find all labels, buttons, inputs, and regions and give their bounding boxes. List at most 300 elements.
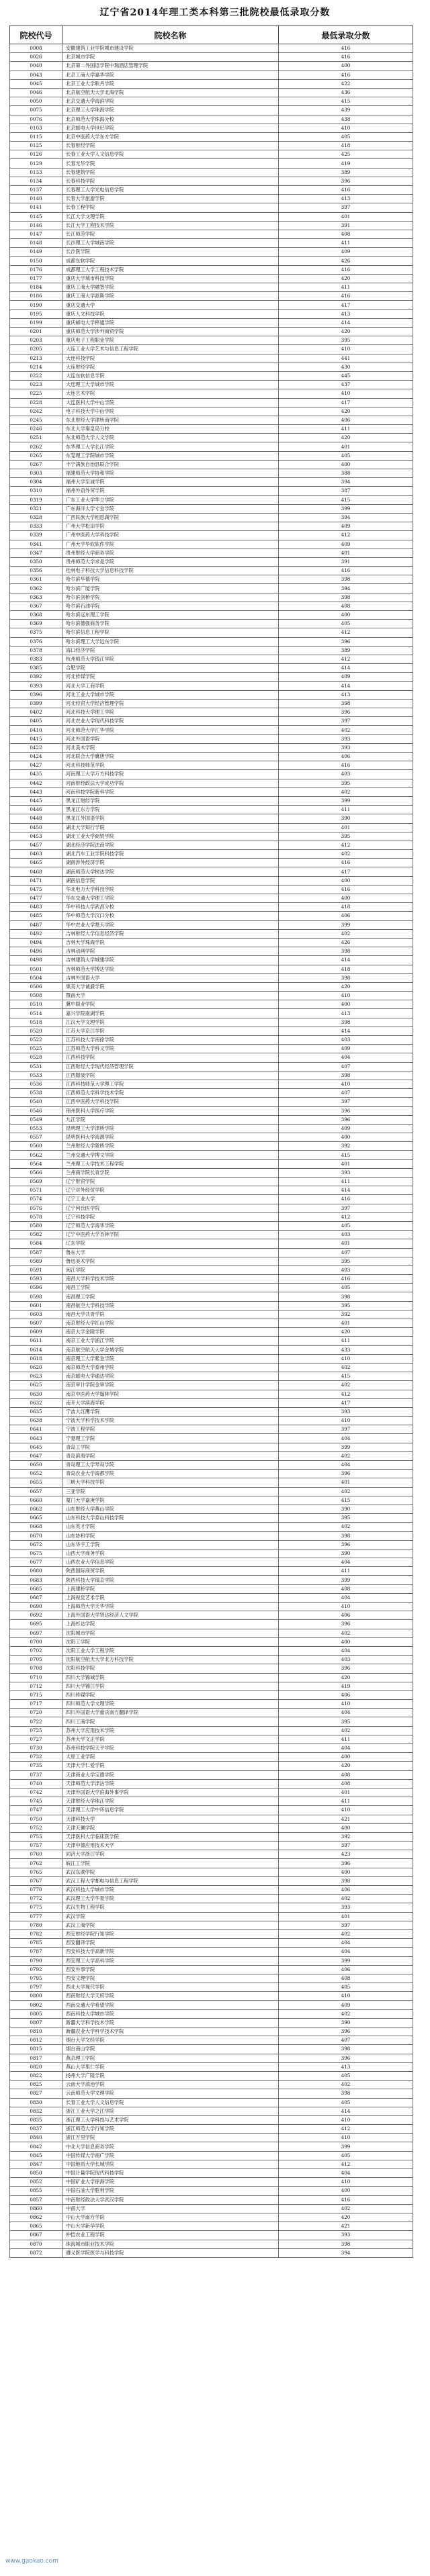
- cell-name: 江西师范大学科学技术学院: [62, 1089, 279, 1098]
- cell-code: 0737: [10, 1770, 62, 1779]
- table-row: [10, 2134, 413, 2142]
- cell-score: 420: [279, 2213, 413, 2222]
- table-row: [10, 318, 413, 327]
- table-row: [10, 1372, 413, 1381]
- cell-name: 宁夏理工学院: [62, 1434, 279, 1443]
- cell-score: 396: [279, 637, 413, 646]
- table-row: [10, 717, 413, 726]
- table-row: [10, 416, 413, 424]
- cell-score: 398: [279, 699, 413, 708]
- cell-code: 0350: [10, 557, 62, 566]
- cell-score: 409: [279, 522, 413, 531]
- cell-name: 燕山大学里仁学院: [62, 2062, 279, 2071]
- table-row: [10, 2098, 413, 2107]
- cell-name: 武汉科技大学城市学院: [62, 1886, 279, 1895]
- table-row: [10, 1319, 413, 1328]
- cell-name: 哈尔滨德强商务学院: [62, 620, 279, 628]
- cell-code: 0692: [10, 1611, 62, 1620]
- cell-name: 河北美术学院: [62, 743, 279, 752]
- cell-code: 0782: [10, 1929, 62, 1938]
- cell-name: 丰宁满族自治县联合学院: [62, 460, 279, 469]
- cell-score: 395: [279, 1257, 413, 1266]
- cell-code: 0787: [10, 1948, 62, 1956]
- table-row: [10, 1779, 413, 1788]
- cell-score: 393: [279, 734, 413, 743]
- table-row: [10, 947, 413, 956]
- cell-name: 浙江工业大学之江学院: [62, 2107, 279, 2115]
- cell-name: 重庆工商大学融智学院: [62, 283, 279, 292]
- cell-score: 392: [279, 1832, 413, 1841]
- cell-name: 苏州科技学院天平学院: [62, 1744, 279, 1753]
- cell-code: 0405: [10, 717, 62, 726]
- table-row: [10, 1434, 413, 1443]
- table-row: [10, 274, 413, 283]
- cell-name: 重庆邮电大学移通学院: [62, 318, 279, 327]
- cell-score: 391: [279, 221, 413, 230]
- table-row: [10, 97, 413, 106]
- table-row: [10, 1231, 413, 1239]
- cell-code: 0740: [10, 1779, 62, 1788]
- cell-code: 0611: [10, 1337, 62, 1345]
- cell-name: 太原工业学院: [62, 1753, 279, 1762]
- table-row: [10, 557, 413, 566]
- cell-score: 389: [279, 646, 413, 655]
- cell-name: 浙江万里学院: [62, 2134, 279, 2142]
- cell-code: 0643: [10, 1434, 62, 1443]
- table-row: [10, 1381, 413, 1390]
- table-row: [10, 1664, 413, 1673]
- cell-score: 411: [279, 806, 413, 814]
- cell-name: 河北师范大学汇华学院: [62, 726, 279, 734]
- cell-name: 西安外事学院: [62, 1965, 279, 1974]
- cell-code: 0245: [10, 416, 62, 424]
- cell-code: 0046: [10, 88, 62, 97]
- table-row: [10, 1939, 413, 1948]
- cell-code: 0205: [10, 345, 62, 354]
- cell-code: 0115: [10, 132, 62, 141]
- cell-score: 410: [279, 1080, 413, 1088]
- table-row: [10, 1903, 413, 1912]
- cell-name: 嘉兴学院南湖学院: [62, 1009, 279, 1018]
- table-row: [10, 2054, 413, 2062]
- cell-name: 南京中医药大学翰林学院: [62, 1390, 279, 1398]
- table-row: [10, 442, 413, 451]
- cell-code: 0800: [10, 1992, 62, 2001]
- cell-name: 四川大学锦城学院: [62, 1673, 279, 1682]
- cell-code: 0375: [10, 628, 62, 637]
- cell-score: 405: [279, 1284, 413, 1292]
- cell-code: 0685: [10, 1584, 62, 1593]
- cell-code: 0675: [10, 1549, 62, 1558]
- cell-code: 0303: [10, 469, 62, 478]
- cell-code: 0487: [10, 920, 62, 929]
- table-row: [10, 1690, 413, 1699]
- cell-score: 416: [279, 2195, 413, 2204]
- cell-code: 0448: [10, 814, 62, 823]
- table-row: [10, 761, 413, 770]
- cell-code: 0392: [10, 673, 62, 681]
- cell-name: 东北财经大学津桥商学院: [62, 416, 279, 424]
- table-row: [10, 1744, 413, 1753]
- cell-name: 沈阳工业大学工程学院: [62, 1646, 279, 1655]
- cell-score: 392: [279, 1142, 413, 1151]
- table-row: [10, 1682, 413, 1690]
- cell-score: 411: [279, 1178, 413, 1186]
- cell-name: 广州大学松田学院: [62, 522, 279, 531]
- cell-score: 408: [279, 602, 413, 610]
- cell-name: 重庆交通大学: [62, 301, 279, 309]
- table-row: [10, 1842, 413, 1850]
- cell-code: 0141: [10, 203, 62, 212]
- cell-name: 福建师范大学协和学院: [62, 469, 279, 478]
- cell-name: 云南师范大学文理学院: [62, 2089, 279, 2098]
- cell-score: 409: [279, 1045, 413, 1053]
- table-row: [10, 1637, 413, 1646]
- cell-code: 0742: [10, 1788, 62, 1797]
- cell-code: 0587: [10, 1248, 62, 1257]
- cell-score: 436: [279, 88, 413, 97]
- cell-score: 414: [279, 956, 413, 965]
- cell-name: 中国地质大学长城学院: [62, 2160, 279, 2168]
- cell-name: 成都东软学院: [62, 256, 279, 265]
- cell-name: 长春工业大学人文信息学院: [62, 2098, 279, 2107]
- cell-score: 415: [279, 1151, 413, 1159]
- cell-name: 哈尔滨远东理工学院: [62, 611, 279, 620]
- cell-code: 0203: [10, 336, 62, 345]
- cell-code: 0732: [10, 1753, 62, 1762]
- cell-name: 中国石油大学胜利学院: [62, 2187, 279, 2195]
- cell-code: 0757: [10, 1842, 62, 1850]
- table-row: [10, 1089, 413, 1098]
- table-row: [10, 1992, 413, 2001]
- cell-score: 396: [279, 1859, 413, 1868]
- cell-code: 0501: [10, 965, 62, 973]
- cell-name: 西安文理学院: [62, 1974, 279, 1983]
- cell-name: 苏州大学应用技术学院: [62, 1726, 279, 1735]
- cell-name: 北京工商大学嘉华学院: [62, 70, 279, 79]
- cell-score: 430: [279, 363, 413, 371]
- table-row: [10, 1284, 413, 1292]
- cell-name: 长沙医学院: [62, 248, 279, 256]
- cell-score: 402: [279, 850, 413, 859]
- table-row: [10, 248, 413, 256]
- table-row: [10, 806, 413, 814]
- cell-code: 0855: [10, 2187, 62, 2195]
- cell-score: 398: [279, 593, 413, 602]
- cell-score: 418: [279, 965, 413, 973]
- cell-score: 416: [279, 265, 413, 274]
- cell-code: 0710: [10, 1673, 62, 1682]
- cell-code: 0553: [10, 1124, 62, 1133]
- cell-name: 东莞理工学院城市学院: [62, 451, 279, 460]
- table-row: [10, 982, 413, 991]
- cell-name: 吉林财经大学信息经济学院: [62, 929, 279, 938]
- cell-code: 0810: [10, 2028, 62, 2036]
- cell-name: 四川大学锦江学院: [62, 1682, 279, 1690]
- cell-code: 0422: [10, 743, 62, 752]
- cell-score: 408: [279, 1584, 413, 1593]
- cell-code: 0847: [10, 2160, 62, 2168]
- header-name: 院校名称: [62, 26, 279, 44]
- cell-code: 0775: [10, 1903, 62, 1912]
- cell-code: 0727: [10, 1735, 62, 1744]
- table-row: [10, 2240, 413, 2248]
- cell-score: 405: [279, 451, 413, 460]
- cell-score: 411: [279, 1797, 413, 1806]
- cell-score: 400: [279, 62, 413, 70]
- cell-code: 0213: [10, 354, 62, 363]
- cell-score: 415: [279, 495, 413, 504]
- cell-name: 昆明医科大学海源学院: [62, 1133, 279, 1142]
- table-row: [10, 1965, 413, 1974]
- cell-name: 吉林动画学院: [62, 947, 279, 956]
- cell-code: 0199: [10, 318, 62, 327]
- cell-code: 0468: [10, 867, 62, 876]
- cell-name: 中南大学: [62, 2204, 279, 2213]
- cell-name: 长江大学文理学院: [62, 212, 279, 221]
- cell-code: 0662: [10, 1505, 62, 1513]
- cell-code: 0603: [10, 1310, 62, 1319]
- cell-code: 0817: [10, 2054, 62, 2062]
- cell-code: 0177: [10, 274, 62, 283]
- table-row: [10, 1124, 413, 1133]
- cell-name: 西安翻译学院: [62, 1939, 279, 1948]
- cell-name: 大连理工大学城市学院: [62, 381, 279, 389]
- cell-code: 0186: [10, 292, 62, 301]
- cell-score: 388: [279, 469, 413, 478]
- cell-code: 0242: [10, 407, 62, 416]
- cell-code: 0103: [10, 124, 62, 132]
- table-row: [10, 1629, 413, 1637]
- cell-score: 399: [279, 1443, 413, 1451]
- table-row: [10, 230, 413, 238]
- cell-code: 0328: [10, 513, 62, 522]
- table-row: [10, 142, 413, 150]
- table-row: [10, 673, 413, 681]
- cell-name: 上海视觉艺术学院: [62, 1593, 279, 1602]
- cell-score: 404: [279, 2169, 413, 2178]
- table-row: [10, 2231, 413, 2240]
- cell-code: 0040: [10, 62, 62, 70]
- cell-name: 南京师范大学泰州学院: [62, 1363, 279, 1372]
- cell-score: 413: [279, 309, 413, 318]
- table-row: [10, 345, 413, 354]
- cell-code: 0772: [10, 1895, 62, 1903]
- cell-score: 406: [279, 753, 413, 761]
- table-row: [10, 690, 413, 699]
- cell-score: 412: [279, 655, 413, 663]
- cell-name: 集美大学诚毅学院: [62, 982, 279, 991]
- table-row: [10, 708, 413, 717]
- cell-name: 山西农业大学信息学院: [62, 1558, 279, 1567]
- cell-score: 404: [279, 1948, 413, 1956]
- cell-code: 0645: [10, 1443, 62, 1451]
- cell-code: 0598: [10, 1292, 62, 1301]
- cell-code: 0133: [10, 168, 62, 177]
- table-row: [10, 1593, 413, 1602]
- cell-name: 南京航空航天大学金城学院: [62, 1345, 279, 1354]
- cell-name: 广州中医药大学科技学院: [62, 531, 279, 540]
- cell-name: 天津医科大学临床医学院: [62, 1832, 279, 1841]
- table-row: [10, 611, 413, 620]
- cell-name: 鲁迅美术学院: [62, 1257, 279, 1266]
- table-row: [10, 1700, 413, 1709]
- cell-name: 东北师范大学人文学院: [62, 434, 279, 442]
- cell-code: 0223: [10, 381, 62, 389]
- cell-code: 0815: [10, 2045, 62, 2054]
- cell-score: 400: [279, 1868, 413, 1876]
- table-row: [10, 495, 413, 504]
- cell-code: 0126: [10, 150, 62, 159]
- cell-name: 湖北经济学院法商学院: [62, 841, 279, 849]
- cell-score: 398: [279, 2240, 413, 2248]
- cell-code: 0514: [10, 1009, 62, 1018]
- table-row: [10, 513, 413, 522]
- cell-score: 438: [279, 115, 413, 124]
- cell-code: 0415: [10, 734, 62, 743]
- cell-code: 0647: [10, 1451, 62, 1460]
- table-row: [10, 2178, 413, 2187]
- cell-code: 0623: [10, 1372, 62, 1381]
- cell-code: 0708: [10, 1664, 62, 1673]
- cell-code: 0792: [10, 1965, 62, 1974]
- cell-score: 409: [279, 540, 413, 548]
- table-row: [10, 239, 413, 248]
- table-row: [10, 1815, 413, 1823]
- cell-score: 391: [279, 557, 413, 566]
- cell-score: 398: [279, 1292, 413, 1301]
- cell-code: 0569: [10, 1178, 62, 1186]
- table-row: [10, 734, 413, 743]
- table-row: [10, 859, 413, 867]
- cell-score: 413: [279, 2062, 413, 2071]
- cell-code: 0802: [10, 2001, 62, 2009]
- cell-code: 0450: [10, 823, 62, 832]
- table-row: [10, 425, 413, 434]
- cell-score: 402: [279, 1381, 413, 1390]
- cell-name: 湖北汽车工业学院科技学院: [62, 850, 279, 859]
- table-row: [10, 1115, 413, 1124]
- cell-score: 398: [279, 1876, 413, 1885]
- cell-code: 0852: [10, 2178, 62, 2187]
- cell-score: 399: [279, 920, 413, 929]
- cell-score: 426: [279, 256, 413, 265]
- cell-score: 393: [279, 1168, 413, 1177]
- cell-code: 0762: [10, 1859, 62, 1868]
- cell-score: 415: [279, 97, 413, 106]
- cell-name: 中国计量学院现代科技学院: [62, 2169, 279, 2178]
- cell-name: 珠海城市职业技术学院: [62, 2240, 279, 2248]
- cell-code: 0632: [10, 1398, 62, 1407]
- table-row: [10, 1443, 413, 1451]
- table-row: [10, 1584, 413, 1593]
- table-row: [10, 150, 413, 159]
- cell-code: 0396: [10, 690, 62, 699]
- cell-score: 412: [279, 2160, 413, 2168]
- cell-name: 河北大学工商学院: [62, 681, 279, 690]
- cell-score: 404: [279, 1558, 413, 1567]
- cell-score: 410: [279, 2178, 413, 2187]
- cell-score: 402: [279, 788, 413, 796]
- cell-name: 陕西科技大学镐京学院: [62, 1576, 279, 1584]
- table-row: [10, 664, 413, 673]
- cell-score: 402: [279, 1487, 413, 1496]
- cell-name: 南开大学滨海学院: [62, 1398, 279, 1407]
- table-row: [10, 548, 413, 557]
- table-row: [10, 637, 413, 646]
- cell-name: 天津中德应用技术大学: [62, 1842, 279, 1850]
- cell-score: 416: [279, 1195, 413, 1204]
- cell-name: 长春大学旅游学院: [62, 195, 279, 203]
- table-row: [10, 256, 413, 265]
- cell-score: 404: [279, 1053, 413, 1062]
- cell-score: 416: [279, 186, 413, 195]
- table-row: [10, 88, 413, 97]
- cell-name: 重庆师范大学涉外商贸学院: [62, 328, 279, 336]
- cell-name: 哈尔滨剑桥学院: [62, 593, 279, 602]
- cell-score: 414: [279, 318, 413, 327]
- table-row: [10, 1178, 413, 1186]
- score-table: [9, 26, 413, 2258]
- table-row: [10, 1788, 413, 1797]
- table-row: [10, 796, 413, 805]
- cell-score: 398: [279, 1531, 413, 1540]
- cell-score: 396: [279, 2054, 413, 2062]
- cell-code: 0785: [10, 1939, 62, 1948]
- cell-name: 长春财经学院: [62, 142, 279, 150]
- cell-code: 0840: [10, 2134, 62, 2142]
- cell-name: 辽宁师范大学海华学院: [62, 1221, 279, 1230]
- cell-name: 哈尔滨理工大学远东学院: [62, 637, 279, 646]
- cell-code: 0797: [10, 1983, 62, 1992]
- cell-code: 0566: [10, 1168, 62, 1177]
- table-row: [10, 389, 413, 398]
- cell-name: 南京大学金陵学院: [62, 1328, 279, 1337]
- cell-name: 大连艺术学院: [62, 389, 279, 398]
- table-row: [10, 212, 413, 221]
- table-row: [10, 1929, 413, 1938]
- cell-code: 0378: [10, 646, 62, 655]
- cell-code: 0845: [10, 2151, 62, 2160]
- cell-score: 402: [279, 1895, 413, 1903]
- cell-code: 0533: [10, 1071, 62, 1080]
- cell-code: 0697: [10, 1629, 62, 1637]
- table-row: [10, 478, 413, 487]
- cell-code: 0463: [10, 850, 62, 859]
- table-row: [10, 1106, 413, 1115]
- cell-code: 0150: [10, 256, 62, 265]
- cell-code: 0362: [10, 584, 62, 593]
- cell-name: 长沙理工大学城南学院: [62, 239, 279, 248]
- cell-score: 407: [279, 1089, 413, 1098]
- cell-code: 0518: [10, 1018, 62, 1027]
- cell-code: 0246: [10, 425, 62, 434]
- cell-score: 412: [279, 841, 413, 849]
- table-row: [10, 2169, 413, 2178]
- cell-score: 410: [279, 1417, 413, 1425]
- table-row: [10, 1301, 413, 1310]
- table-row: [10, 451, 413, 460]
- cell-score: 394: [279, 513, 413, 522]
- cell-name: 同济大学浙江学院: [62, 1850, 279, 1859]
- cell-score: 396: [279, 708, 413, 717]
- cell-code: 0830: [10, 2098, 62, 2107]
- table-row: [10, 1726, 413, 1735]
- cell-name: 福州大学至诚学院: [62, 478, 279, 487]
- cell-score: 401: [279, 1478, 413, 1487]
- cell-score: 399: [279, 504, 413, 513]
- cell-name: 皖江工学院: [62, 1859, 279, 1868]
